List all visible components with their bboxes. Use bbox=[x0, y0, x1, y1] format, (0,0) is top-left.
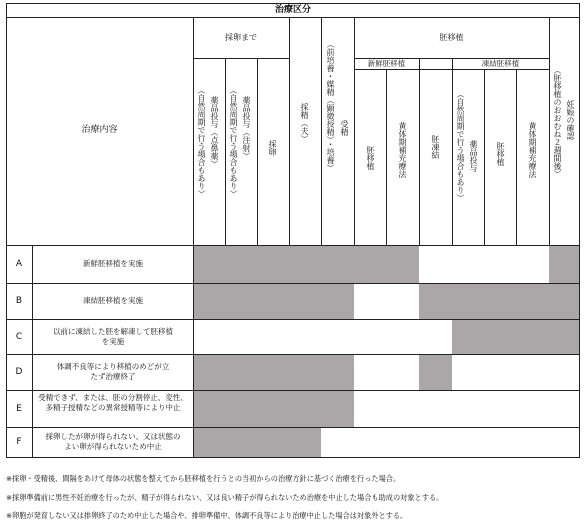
col-12-main: 妊娠の確認 bbox=[566, 100, 575, 140]
col-2-sub: （自然周期で行う場合もあり） bbox=[229, 86, 238, 198]
group-fresh: 新鮮胚移植 bbox=[367, 59, 406, 68]
shade-row-f bbox=[193, 427, 321, 457]
col-11: 黄体期補充療法 bbox=[528, 122, 537, 178]
group-embryo-transfer: 胚移植 bbox=[439, 33, 464, 42]
col-5-sub: （前培養・媒精（顕微授精）・培養） bbox=[326, 40, 335, 172]
col-4: 採精（夫） bbox=[300, 103, 309, 143]
shade-row-a-1 bbox=[193, 245, 419, 283]
content-header: 治療内容 bbox=[81, 125, 118, 135]
col-7: 黄体期補充療法 bbox=[398, 122, 407, 178]
row-label-e: E bbox=[16, 404, 22, 414]
col-1-head: 薬品投与（点鼻薬） bbox=[210, 96, 219, 168]
col-8: 胚凍結 bbox=[431, 135, 440, 159]
col-12-sub: （胚移植のおおむね２週間後） bbox=[553, 66, 562, 178]
col-2-head: 薬品投与（注射） bbox=[242, 96, 251, 160]
shade-row-b-2 bbox=[419, 283, 579, 319]
row-label-b: B bbox=[15, 296, 23, 306]
note-2: ※採卵準備前に男性不妊治療を行ったが、精子が得られない、又は良い精子が得られないため治療を中止した場合も助成の対象とする。 bbox=[6, 493, 444, 502]
group-frozen: 凍結胚移植 bbox=[481, 59, 520, 68]
col-9-sub: （自然周期で行う場合もあり） bbox=[456, 90, 465, 202]
note-3: ※卵胞が発育しない又は排卵終了のため中止した場合や、排卵準備中、体調不良等により治療中止した場合は対象外とする。 bbox=[6, 511, 408, 520]
row-desc-a: 新鮮胚移植を実施 bbox=[83, 259, 143, 268]
shade-row-c bbox=[452, 319, 579, 354]
col-10: 胚移植 bbox=[496, 142, 505, 166]
row-label-a: A bbox=[15, 259, 23, 269]
row-desc-e: 受精できず、または、胚の分割停止、変性、多精子授精などの異常授精等により中止 bbox=[38, 393, 188, 412]
group-egg-retrieval: 採卵まで bbox=[225, 33, 257, 42]
col-1-sub: （自然周期で行う場合もあり） bbox=[197, 86, 206, 198]
row-desc-b: 凍結胚移植を実施 bbox=[83, 296, 143, 305]
note-1: ※採卵・受精後、間隔をあけて母体の状態を整えてから胚移植を行うとの当初からの治療方針に基づく治療を行った場合。 bbox=[6, 474, 401, 483]
row-label-f: F bbox=[16, 437, 22, 447]
table-title: 治療区分 bbox=[274, 5, 311, 15]
shade-row-d-2 bbox=[419, 354, 452, 390]
row-desc-f: 採卵したが卵が得られない、又は状態のよい卵が得られないため中止 bbox=[45, 432, 181, 451]
shade-row-d-1 bbox=[193, 354, 354, 390]
row-desc-c: 以前に凍結した胚を解凍して胚移植を実施 bbox=[53, 327, 173, 346]
col-9-head: 薬品投与 bbox=[469, 140, 478, 172]
col-6: 胚移植 bbox=[366, 146, 375, 170]
col-5-main: 受精 bbox=[340, 120, 349, 136]
shade-row-b-1 bbox=[193, 283, 354, 319]
row-label-d: D bbox=[15, 367, 23, 377]
shade-row-a-2 bbox=[549, 245, 579, 283]
shade-row-e bbox=[193, 390, 354, 427]
row-label-c: C bbox=[15, 332, 23, 342]
row-desc-d: 体調不良等により移植のめどが立たず治療終了 bbox=[56, 362, 170, 381]
col-3: 採卵 bbox=[268, 140, 277, 156]
